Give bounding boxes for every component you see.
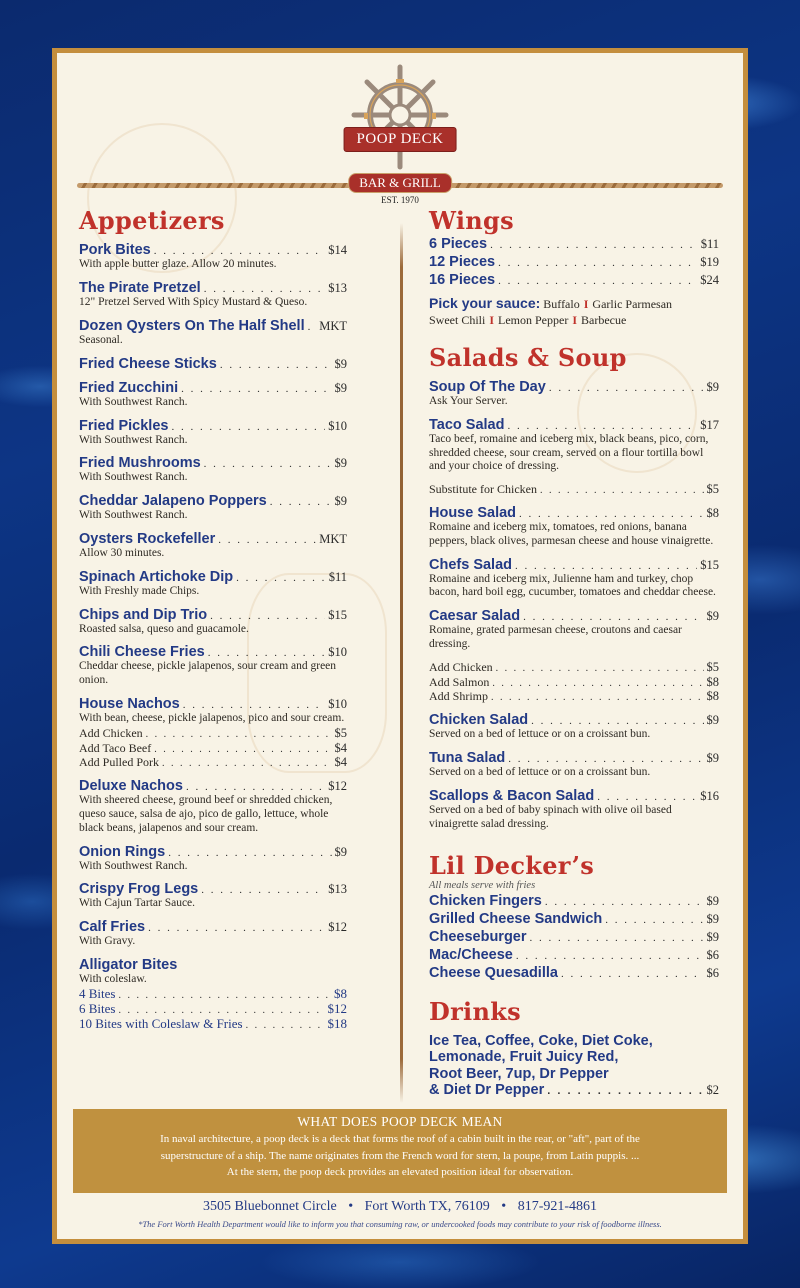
menu-item [79,957,347,1032]
item-price: $9 [334,494,347,509]
item-name: Spinach Artichoke Dip [79,568,234,585]
menu-item-row [79,644,347,660]
item-name: Crispy Frog Legs [79,881,199,898]
menu-item [79,696,347,770]
dot-leader [549,382,704,394]
sauce-option: Sweet Chili [429,312,486,327]
menu-item [429,929,719,945]
item-price: $13 [328,281,347,296]
item-name: Chips and Dip Trio [79,606,208,623]
menu-item-row [79,493,347,509]
item-price: $9 [706,893,719,908]
dot-leader [496,663,704,675]
addon-price: $5 [706,659,719,674]
item-description: Served on a bed of baby spinach with olive oil based vinaigrette salad dressing. [429,803,672,830]
appetizers-section [79,208,347,1032]
item-price: $11 [700,237,719,252]
menu-item [79,380,347,410]
option-price: $8 [334,985,347,1001]
dot-leader [162,758,331,770]
dot-leader [146,729,332,741]
item-price: MKT [319,318,347,333]
menu-item-row [79,318,347,334]
dot-leader [523,611,703,623]
menu-item-row [429,608,719,624]
column-divider [400,223,403,1103]
addon-row [429,675,719,690]
item-description: 12" Pretzel Served With Spicy Mustard & Queso. [79,296,308,309]
item-description: Romaine and iceberg mix, tomatoes, red onions, banana peppers, black olives, parmesan cheese and house vinaigrette. [429,520,714,547]
item-price: $9 [706,379,719,394]
menu-item [429,272,719,288]
menu-item [429,788,719,832]
item-price: $6 [706,947,719,962]
menu-item [429,947,719,963]
item-name: Mac/Cheese [429,946,513,963]
item-price: $10 [328,696,347,711]
menu-item [79,242,347,272]
menu-item [79,844,347,874]
option-price: $12 [327,1000,347,1016]
menu-item-row [429,254,719,270]
poop-deck-meaning-box [73,1109,727,1193]
section-heading-lil-deckers: Lil Decker’s [429,851,595,881]
item-description: Romaine, grated parmesan cheese, croutons and caesar dressing. [429,624,682,650]
drinks-line: & Diet Dr Pepper [429,1081,545,1098]
phone-number[interactable]: 817-921-4861 [517,1199,598,1214]
dot-leader [498,275,697,287]
menu-item-row [79,455,347,471]
section-heading-appetizers: Appetizers [79,206,225,235]
item-name: Chicken Salad [429,712,529,729]
item-description: Seasonal. [79,333,123,346]
item-description: With coleslaw. [79,972,147,985]
menu-item-row [429,893,719,909]
option-name: 6 Bites [79,1000,116,1016]
menu-item-row [79,569,347,585]
dot-leader [515,560,697,572]
drinks-list [429,1033,719,1098]
item-price: $9 [334,456,347,471]
dot-leader [519,508,703,520]
separator: I [583,297,589,312]
dot-leader [545,896,704,908]
dot-leader [118,990,331,1002]
sauce-label: Pick your sauce: [429,295,541,312]
menu-item-row [79,280,347,296]
menu-item-row [429,379,719,395]
addon-row [429,689,719,704]
dot-leader [530,932,704,944]
meaning-line: superstructure of a ship. The name originates from the French word for stern, la poupe, from Latin puppis. ... [160,1149,640,1162]
item-price: $9 [706,911,719,926]
established-year: EST. 1970 [381,195,419,205]
menu-item [79,318,347,348]
item-price: $9 [334,356,347,371]
menu-item [429,557,719,601]
dot-leader [507,420,697,432]
menu-item-row [429,712,719,728]
addon-list [429,482,719,497]
item-price: $9 [706,609,719,624]
meaning-line: At the stern, the poop deck provides an elevated position ideal for observation. [226,1166,574,1178]
item-price: $10 [328,418,347,433]
menu-item [79,569,347,599]
dot-leader [181,383,331,395]
item-name: Alligator Bites [79,956,178,973]
dot-leader [491,692,703,704]
item-name: Chicken Fingers [429,892,542,909]
menu-item-row [429,557,719,573]
menu-item [429,893,719,909]
item-name: Chili Cheese Fries [79,644,205,661]
menu-item-row [429,236,719,252]
item-description: With sheered cheese, ground beef or shredded chicken, queso sauce, salsa de ajo, pico de gallo, lettuce, whole black beans, jalapenos and sour cream. [79,794,333,834]
item-price: $12 [328,779,347,794]
addon-row [79,755,347,770]
dot-leader [508,753,703,765]
dot-leader [118,1005,324,1017]
dot-leader [547,1085,703,1097]
wings-section [429,208,719,329]
menu-item-row [79,844,347,860]
menu-item [429,750,719,780]
item-name: 6 Pieces [429,236,488,253]
item-name: Cheeseburger [429,928,527,945]
item-name: Caesar Salad [429,608,521,625]
drinks-line: Root Beer, 7up, Dr Pepper [429,1065,609,1082]
menu-item [429,712,719,742]
item-description: With Southwest Ranch. [79,433,188,446]
wings-list [429,236,719,288]
menu-item-row [79,778,347,794]
menu-item [79,644,347,688]
dot-leader [246,1020,325,1032]
dot-leader [492,678,703,690]
item-description: With Gravy. [79,935,136,948]
addon-name: Add Salmon [429,674,490,689]
menu-item [79,919,347,949]
item-name: Dozen Qysters On The Half Shell [79,317,305,334]
menu-item-row [429,788,719,804]
item-price: $8 [706,505,719,520]
item-description: Romaine and iceberg mix, Julienne ham and turkey, chop bacon, hard boil egg, cucumber, tomatoes and cheddar cheese. [429,572,716,599]
item-name: The Pirate Pretzel [79,280,201,297]
dot-leader [218,534,316,546]
menu-item [429,608,719,704]
addon-name: Add Taco Beef [79,740,152,755]
item-name: Deluxe Nachos [79,778,183,795]
right-column [429,208,719,1098]
item-name: Chefs Salad [429,556,512,573]
dot-leader [201,884,325,896]
option-row [79,1017,347,1032]
item-price: MKT [319,531,347,546]
salads-section [429,342,719,832]
item-description: Ask Your Server. [429,394,508,407]
menu-item [429,505,719,549]
item-name: Oysters Rockefeller [79,530,216,547]
menu-item [429,911,719,927]
menu-item [79,418,347,448]
addon-price: $4 [334,755,347,770]
dot-leader [154,245,326,257]
item-price: $11 [328,569,347,584]
dot-leader [531,715,703,727]
menu-item-row [429,947,719,963]
drinks-line: Ice Tea, Coffee, Coke, Diet Coke, [429,1033,653,1050]
health-disclaimer: *The Fort Worth Health Department would like to inform you that consuming raw, or undercooked foods may contribute to your risk of foodborne illness. [138,1219,662,1229]
menu-item [79,280,347,310]
dot-leader [540,485,704,497]
item-price: $15 [700,557,719,572]
addon-name: Substitute for Chicken [429,482,537,497]
dot-leader [186,781,325,793]
dot-leader [204,458,332,470]
menu-item [79,881,347,911]
menu-item-row [429,272,719,288]
menu-item-row [429,417,719,433]
item-description: Allow 30 minutes. [79,546,165,559]
dot-leader [154,744,331,756]
menu-item [79,607,347,637]
item-price: $9 [706,750,719,765]
addon-row [429,660,719,675]
item-name: 16 Pieces [429,272,496,289]
sauce-options [429,294,719,328]
item-price: $9 [334,844,347,859]
item-description: With Southwest Ranch. [79,395,188,408]
salads-list [429,379,719,831]
item-name: Cheese Quesadilla [429,964,558,981]
menu-item-row [79,242,347,258]
addon-name: Add Chicken [429,659,493,674]
item-name: Tuna Salad [429,749,506,766]
section-heading-salads: Salads & Soup [429,342,627,372]
logo [57,59,743,205]
menu-item-row [79,380,347,396]
item-name: House Nachos [79,695,180,712]
lil-deckers-list [429,893,719,981]
option-row [79,987,347,1002]
menu-item [79,493,347,523]
option-name: 10 Bites with Coleslaw & Fries [79,1015,243,1031]
dot-leader [171,421,325,433]
drinks-price: $2 [706,1082,719,1097]
item-name: House Salad [429,504,517,521]
option-row [79,1002,347,1017]
item-price: $9 [334,380,347,395]
addon-list [79,726,347,770]
meaning-text [83,1131,717,1181]
appetizers-list [79,242,347,1031]
menu-item-row [79,418,347,434]
item-price: $14 [328,243,347,258]
item-price: $15 [328,607,347,622]
addon-row [79,741,347,756]
addon-list [429,660,719,704]
item-price: $6 [706,965,719,980]
menu-item [79,778,347,835]
item-price: $17 [700,417,719,432]
dot-leader [498,257,697,269]
item-name: Taco Salad [429,416,505,433]
separator: I [572,312,577,327]
menu-item-row [79,607,347,623]
lil-deckers-note: All meals serve with fries [429,879,536,891]
dot-leader [183,699,326,711]
item-name: Fried Zucchini [79,379,179,396]
drinks-price-row [429,1082,719,1098]
brand-subtitle: BAR & GRILL [348,173,452,193]
dot-leader [220,359,332,371]
meaning-line: In naval architecture, a poop deck is a deck that forms the roof of a cabin built in the rear, or "aft", part of the [160,1133,640,1145]
item-description: Roasted salsa, queso and guacamole. [79,622,249,635]
item-name: Pork Bites [79,242,151,259]
addon-name: Add Chicken [79,725,143,740]
contact-line [57,1199,743,1215]
menu-item-row [79,919,347,935]
section-heading-drinks: Drinks [429,996,521,1026]
city-address: Fort Worth TX, 76109 [364,1199,490,1214]
menu-item-row [429,505,719,521]
addon-price: $5 [706,482,719,497]
dot-leader [270,496,332,508]
dot-leader [561,968,704,980]
item-description: Taco beef, romaine and iceberg mix, black beans, pico, corn, shredded cheese, sour cream, served on a flour tortilla bowl and your choice of dressing. [429,432,709,473]
menu-frame [52,48,748,1244]
item-price: $16 [700,788,719,803]
menu-item [429,254,719,270]
sauce-option: Lemon Pepper [498,312,569,327]
addon-name: Add Shrimp [429,689,489,704]
brand-name: POOP DECK [344,127,457,152]
meaning-title: WHAT DOES POOP DECK MEAN [297,1114,503,1129]
item-name: Scallops & Bacon Salad [429,787,595,804]
menu-item-row [79,531,347,547]
section-heading-wings: Wings [429,206,514,235]
item-price: $19 [700,255,719,270]
menu-item-row [79,696,347,712]
item-description: With Southwest Ranch. [79,509,188,522]
menu-item-row [79,881,347,897]
item-description: With Southwest Ranch. [79,859,188,872]
addon-price: $4 [334,740,347,755]
street-address: 3505 Bluebonnet Circle [202,1199,337,1214]
dot-leader [208,647,326,659]
item-description: Served on a bed of lettuce or on a croissant bun. [429,765,651,778]
item-name: Onion Rings [79,843,166,860]
item-name: 12 Pieces [429,254,496,271]
menu-item [79,356,347,372]
menu-paper [57,53,743,1239]
menu-item [79,455,347,485]
item-price: $24 [700,273,719,288]
dot-leader [490,239,698,251]
item-price: $10 [328,645,347,660]
bullet: • [348,1199,354,1214]
item-description: With apple butter glaze. Allow 20 minutes. [79,258,277,271]
addon-price: $8 [706,689,719,704]
item-price: $9 [706,713,719,728]
menu-item [429,379,719,409]
dot-leader [516,950,704,962]
menu-item-row [79,356,347,372]
dot-leader [236,572,326,584]
item-price: $12 [328,920,347,935]
item-description: With bean, cheese, pickle jalapenos, pico and sour cream. [79,711,345,724]
bullet: • [501,1199,507,1214]
ship-wheel-icon [350,63,450,173]
addon-price: $8 [706,674,719,689]
item-name: Fried Mushrooms [79,455,201,472]
menu-item-row [429,929,719,945]
item-price: $9 [706,929,719,944]
addon-price: $5 [334,725,347,740]
item-name: Grilled Cheese Sandwich [429,910,603,927]
lil-deckers-section [429,853,719,980]
menu-item [429,965,719,981]
dot-leader [210,610,325,622]
item-name: Cheddar Jalapeno Poppers [79,493,267,510]
dot-leader [308,321,317,333]
addon-row [79,726,347,741]
dot-leader [605,914,703,926]
addon-row [429,482,719,497]
option-name: 4 Bites [79,985,116,1001]
item-description: Cheddar cheese, pickle jalapenos, sour cream and green onion. [79,660,337,687]
addon-name: Add Pulled Pork [79,755,160,770]
menu-item [429,236,719,252]
item-description: Served on a bed of lettuce or on a croissant bun. [429,728,651,741]
separator: I [489,312,495,327]
menu-item-row [429,750,719,766]
sauce-option: Barbecue [581,312,627,327]
menu-item [79,531,347,561]
item-description: With Cajun Tartar Sauce. [79,897,196,910]
item-name: Fried Cheese Sticks [79,355,217,372]
option-price: $18 [327,1015,347,1031]
dot-leader [148,922,325,934]
item-price: $13 [328,882,347,897]
menu-item [429,417,719,497]
drinks-line: Lemonade, Fruit Juicy Red, [429,1049,619,1066]
dot-leader [168,847,331,859]
menu-item-row [429,911,719,927]
item-description: With Freshly made Chips. [79,584,200,597]
dot-leader [597,791,697,803]
item-name: Fried Pickles [79,417,169,434]
drinks-section [429,996,719,1098]
item-name: Calf Fries [79,919,146,936]
item-name: Soup Of The Day [429,378,546,395]
sauce-option: Garlic Parmesan [592,297,673,312]
menu-item-row [429,965,719,981]
item-description: With Southwest Ranch. [79,471,188,484]
sauce-option: Buffalo [543,297,580,312]
dot-leader [204,283,326,295]
